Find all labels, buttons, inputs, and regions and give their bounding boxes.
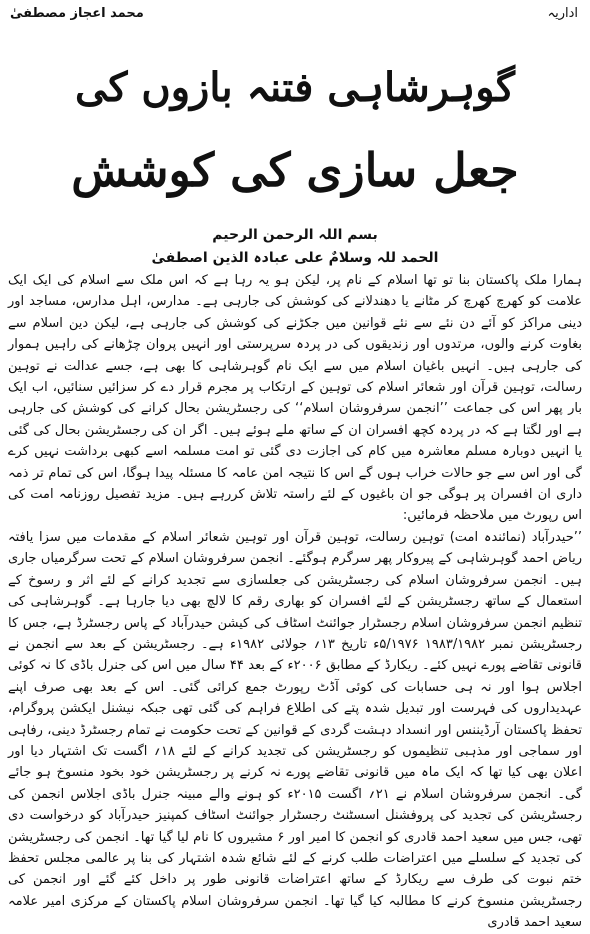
bismillah: بسم اللہ الرحمن الرحیم xyxy=(212,227,378,243)
hamd-line: الحمد للہ وسلامٌ علی عبادہ الذین اصطفیٰ xyxy=(151,250,439,266)
author-name: محمد اعجاز مصطفیٰ xyxy=(10,6,144,21)
headline-line-2: جعل سازی کی کوشش xyxy=(71,143,519,197)
section-label: اداریہ xyxy=(547,6,578,21)
headline-line-1: گوہرشاہی فتنہ بازوں کی xyxy=(75,64,515,111)
paragraph-report-quote: ’’حیدرآباد (نمائندہ امت) توہین رسالت، توہین قرآن اور توہین شعائر اسلام کے مقدمات میں سزا یافتہ ریاض احمد گوہرشاہی کے پیروکار پھر سرگرم ہوگئے۔ انجمن سرفروشان اسلام کے تحت سرگرمیاں جاری ہیں۔ انجمن سرفروشان اسلام کی رجسٹریشن کی جعلسازی سے تجدید کرانے کے لئے اثر و رسوخ کے استعمال کے ساتھ رجسٹریشن کے لئے افسران کو بھاری رقم کا لالچ بھی دیا جارہا ہے۔ گوہرشاہی کی تنظیم انجمن سرفروشان اسلام رجسٹرار جوائنٹ اسٹاف کی کیشن حیدرآباد کے پاس رجسٹرڈ ہے، جس کا رجسٹریشن نمبر ۱۹۸۳/۱۹۸۲ ۵/۱۹۷۶ء تاریخ ۱۳؍ جولائی ۱۹۸۲ء ہے۔ رجسٹریشن کے بعد سے انجمن نے قانونی تقاضے پورے نہیں کئے۔ ریکارڈ کے مطابق ۲۰۰۶ء کے بعد ۴۴ سال میں اس کی جنرل باڈی کا نہ کوئی اجلاس ہوا اور نہ ہی حسابات کی کوئی آڈٹ رپورٹ جمع کرائی گئی۔ اس کے بعد بھی صرف اپنے عہدیداروں کی فہرست اور تبدیل شدہ پتے کی اطلاع فراہم کی گئی تھی جبکہ نیشنل ایکشن پروگرام، تحفظ پاکستان آرڈیننس اور انسداد دہشت گردی کے قوانین کے تحت حکومت نے تمام رجسٹرڈ دینی، رفاہی اور سماجی اور مذہبی تنظیموں کو رجسٹریشن کی تجدید کرانے کے لئے ۱۸؍ اگست تک اشتہار دیا اور اعلان بھی کیا تھا کہ ایک ماہ میں قانونی تقاضے پورے نہ کرنے پر رجسٹریشن خود بخود منسوخ ہو جائے گی۔ انجمن سرفروشان اسلام نے ۲۱؍ اگست ۲۰۱۵ء کو ہونے والے مبینہ جنرل باڈی اجلاس انجمن کی رجسٹریشن کی تجدید کی پروفشنل اسسٹنٹ رجسٹرار جوائنٹ اسٹاف کمپنیز حیدرآباد کو درخواست دی تھی، جس میں سعید احمد قادری کو انجمن کا امیر اور ۶ مشیروں کا نام لیا گیا تھا۔ انجمن کی رجسٹریشن کی تجدید کے سلسلے میں اعتراضات طلب کرنے کے لئے شائع شدہ اشتہار کی بنا پر عالمی مجلس تحفظ ختم نبوت کی طرف سے ریکارڈ کے ساتھ اعتراضات قانونی طور پر داخل کئے گئے اور انجمن کی رجسٹریشن منسوخ کرنے کا مطالبہ کیا گیا تھا۔ انجمن سرفروشان اسلام پاکستان کے مرکزی امیر علامہ سعید احمد قادری xyxy=(8,529,583,931)
article-body xyxy=(8,270,583,931)
paragraph-intro: ہمارا ملک پاکستان بنا تو تھا اسلام کے نام پر، لیکن ہو یہ رہا ہے کہ اس ملک سے اسلام کی ایک ایک علامت کو کھرچ کھرچ کر مٹانے یا دھندلانے کی کوشش کی جارہی ہے۔ مدارس، اہل مدارس، مساجد اور دینی مراکز کو آئے دن نئے سے نئے قوانین میں جکڑنے کی کوشش کی جارہی ہے، لیکن دین اسلام سے بغاوت کرنے والوں، مرتدوں اور زندیقوں کی در پردہ سرپرستی اور انہیں پروان چڑھانے کی راہیں ہموار کی جارہی ہیں۔ انہیں باغیان اسلام میں سے ایک نام گوہرشاہی کا بھی ہے، جسے عدالت نے توہین رسالت، توہین قرآن اور شعائر اسلام کی توہین کے ارتکاب پر مجرم قرار دے کر سزائیں سنائیں، اب ایک بار پھر اس کی جماعت ’’انجمن سرفروشان اسلام‘‘ کی رجسٹریشن بحال کرانے کی کوشش کی جارہی ہے اور لگتا ہے کہ در پردہ کچھ افسران ان کے ساتھ ملے ہوئے ہیں۔ اگر ان کی رجسٹریشن بحال کی گئی یا انہیں دوبارہ مسلم معاشرہ میں کام کی اجازت دی گئی تو امت مسلمہ اسے کبھی برداشت نہیں کرے گی اور اس سے جو حالات خراب ہوں گے اس کا نتیجہ امن عامہ کا مسئلہ پیدا ہوگا، اس کی تمام تر ذمہ داری ان افسران پر ہوگی جو ان باغیوں کے لئے راستہ تلاش کررہے ہیں۔ مزید تفصیل روزنامہ امت کی اس رپورٹ میں ملاحظہ فرمائیں: xyxy=(8,273,582,524)
